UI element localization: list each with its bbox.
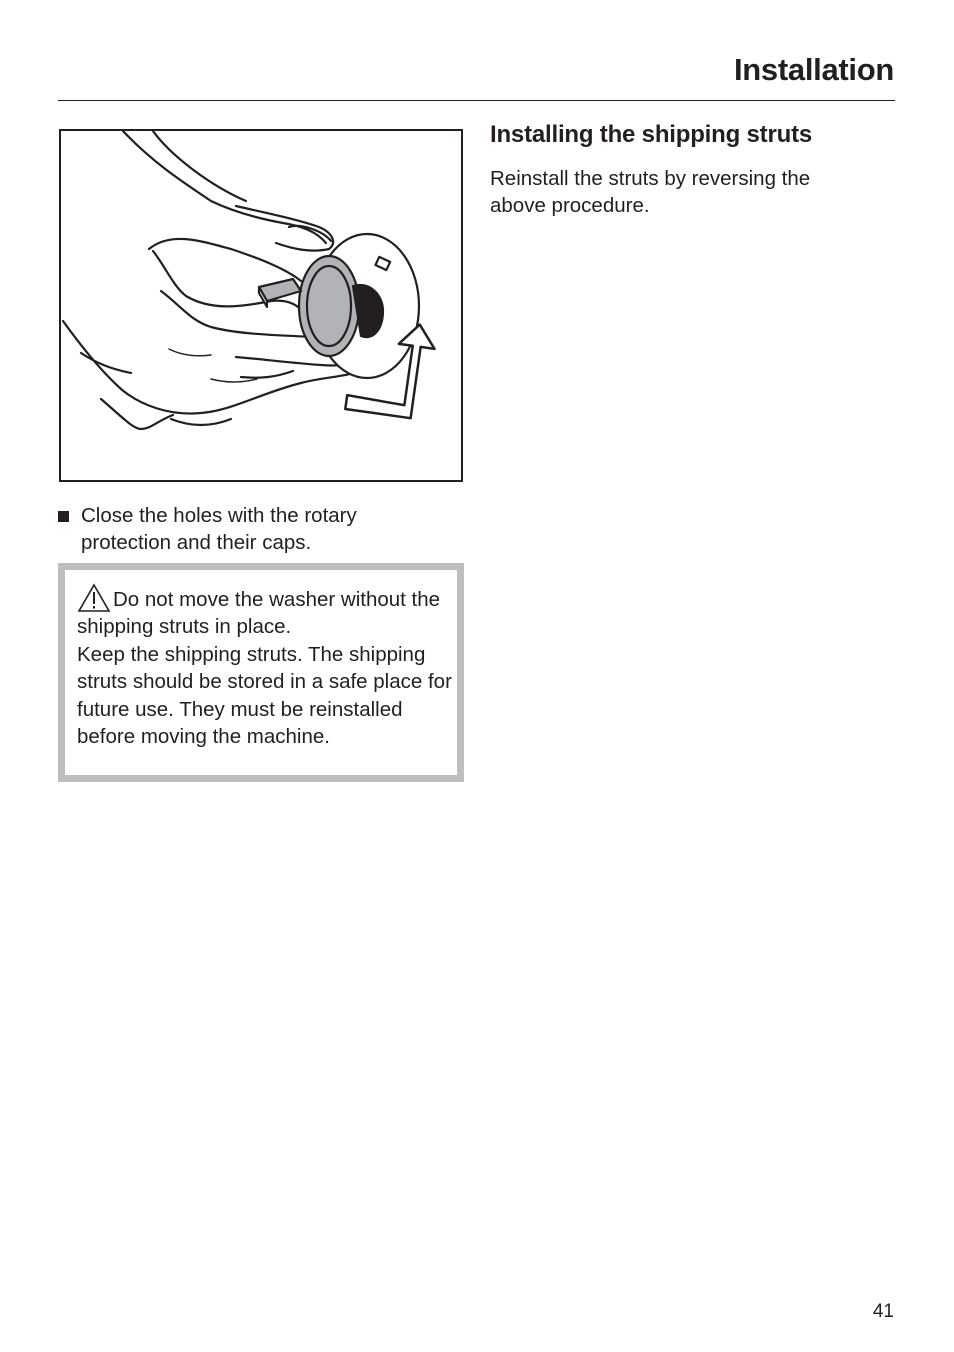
- warning-text-block: [77, 583, 457, 750]
- instruction-paragraph: Reinstall the struts by reversing the above procedure.: [490, 167, 811, 218]
- subheading-installing-struts: Installing the shipping struts: [490, 121, 813, 148]
- hand-turning-rotary-cap-icon: [61, 131, 461, 480]
- warning-body: Keep the shipping struts. The shipping struts should be stored in a safe place for future use. They must be reinstalled before moving the machine.: [77, 642, 452, 749]
- bullet-square-icon: [58, 511, 69, 522]
- warning-box: [58, 563, 464, 782]
- warning-first-line: Do not move the washer without the shipping struts in place.: [77, 588, 441, 639]
- bullet-text: Close the holes with the rotary protection and their caps.: [81, 504, 357, 554]
- illustration-figure: [59, 129, 463, 482]
- warning-triangle-icon: [77, 583, 111, 613]
- page-number: 41: [872, 1301, 894, 1322]
- bullet-item: [58, 502, 438, 556]
- header-rule: [58, 100, 895, 101]
- section-title: Installation: [733, 52, 894, 87]
